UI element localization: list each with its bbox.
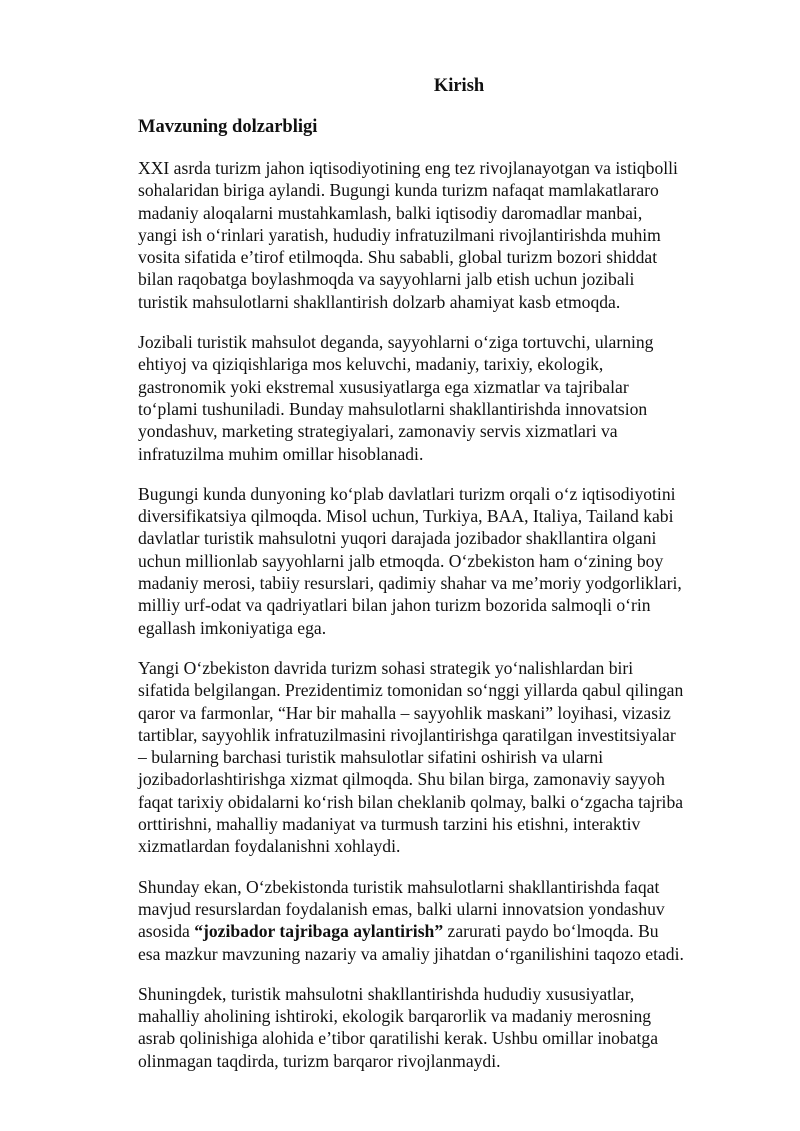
text-line: Shuningdek, turistik mahsulotni shakllantirishda hududiy xususiyatlar, [138,983,635,1004]
text-line: sohalaridan biriga aylandi. Bugungi kunda turizm nafaqat mamlakatlararo [138,180,659,201]
paragraph-2 [138,331,738,465]
text-line: mahalliy aholining ishtiroki, ekologik barqarorlik va madaniy merosning [138,1006,652,1027]
section-heading: Mavzuning dolzarbligi [138,117,318,137]
text-line: madaniy aloqalarni mustahkamlash, balki iqtisodiy daromadlar manbai, [138,202,643,223]
text-line: davlatlar turistik mahsulotni yuqori darajada jozibador shakllantira olgani [138,528,657,549]
text-line: Yangi O‘zbekiston davrida turizm sohasi strategik yo‘nalishlardan biri [138,657,634,678]
text-line: qaror va farmonlar, “Har bir mahalla – sayyohlik maskani” loyihasi, vizasiz [138,702,671,723]
text-line: turistik mahsulotlarni shakllantirish dolzarb ahamiyat kasb etmoqda. [138,291,621,312]
paragraph-5 [138,876,738,965]
text-line: asrab qolinishiga alohida e’tibor qaratilishi kerak. Ushbu omillar inobatga [138,1028,659,1049]
text-line: faqat tarixiy obidalarni ko‘rish bilan cheklanib qolmay, balki o‘zgacha tajriba [138,791,684,812]
text-line: olinmagan taqdirda, turizm barqaror rivojlanmaydi. [138,1050,501,1071]
text-before-bold: asosida [138,921,195,942]
text-line: bilan raqobatga boylashmoqda va sayyohlarni jalb etish uchun jozibali [138,269,635,290]
page-title: Kirish [433,76,485,96]
text-line: egallash imkoniyatiga ega. [138,617,327,638]
text-line: madaniy merosi, tabiiy resurslari, qadimiy shahar va me’moriy yodgorliklari, [138,573,682,594]
text-after-bold: zarurati paydo bo‘lmoqda. Bu [443,921,659,942]
text-line: sifatida belgilangan. Prezidentimiz tomonidan so‘nggi yillarda qabul qilingan [138,680,684,701]
text-line: yangi ish o‘rinlari yaratish, hududiy infratuzilmani rivojlantirishda muhim [138,224,661,245]
text-line: xizmatlardan foydalanishni xohlaydi. [138,836,401,857]
text-line: Shunday ekan, O‘zbekistonda turistik mahsulotlarni shakllantirishda faqat [138,876,660,897]
bold-phrase: “jozibador tajribaga aylantirish” [194,921,444,942]
text-line: gastronomik yoki ekstremal xususiyatlarga ega xizmatlar va tajribalar [138,376,629,397]
paragraph-6 [138,983,738,1072]
text-line: XXI asrda turizm jahon iqtisodiyotining eng tez rivojlanayotgan va istiqbolli [138,158,678,178]
text-line: Jozibali turistik mahsulot deganda, sayyohlarni o‘ziga tortuvchi, ularning [138,332,654,353]
text-line: vosita sifatida e’tirof etilmoqda. Shu sababli, global turizm bozori shiddat [138,247,658,268]
text-line: tartiblar, sayyohlik infratuzilmasini rivojlantirishga qaratilgan investitsiyalar [138,724,676,745]
text-line: uchun millionlab sayyohlarni jalb etmoqda. O‘zbekiston ham o‘zining boy [138,550,664,571]
text-line: jozibadorlashtirishga xizmat qilmoqda. Shu bilan birga, zamonaviy sayyoh [138,769,665,790]
text-line: yondashuv, marketing strategiyalari, zamonaviy servis xizmatlari va [138,421,618,442]
text-line: ehtiyoj va qiziqishlariga mos keluvchi, madaniy, tarixiy, ekologik, [138,354,604,375]
text-line: infratuzilma muhim omillar hisoblanadi. [138,443,424,464]
text-line: orttirishni, mahalliy madaniyat va turmush tarzini his etishni, interaktiv [138,814,641,835]
paragraph-1 [138,157,738,313]
text-line: to‘plami tushuniladi. Bunday mahsulotlarni shakllantirishda innovatsion [138,398,648,419]
text-line: diversifikatsiya qilmoqda. Misol uchun, Turkiya, BAA, Italiya, Tailand kabi [138,506,674,527]
text-line-mixed [138,920,738,942]
text-line: milliy urf-odat va qadriyatlari bilan jahon turizm bozorida salmoqli o‘rin [138,595,651,616]
text-line: mavjud resurslardan foydalanish emas, balki ularni innovatsion yondashuv [138,898,665,919]
paragraph-4 [138,657,738,858]
text-line: – bularning barchasi turistik mahsulotlar sifatini oshirish va ularni [138,747,604,768]
text-line: esa mazkur mavzuning nazariy va amaliy jihatdan o‘rganilishini taqozo etadi. [138,943,684,964]
paragraph-3 [138,483,738,639]
text-line: Bugungi kunda dunyoning ko‘plab davlatlari turizm orqali o‘z iqtisodiyotini [138,483,676,504]
